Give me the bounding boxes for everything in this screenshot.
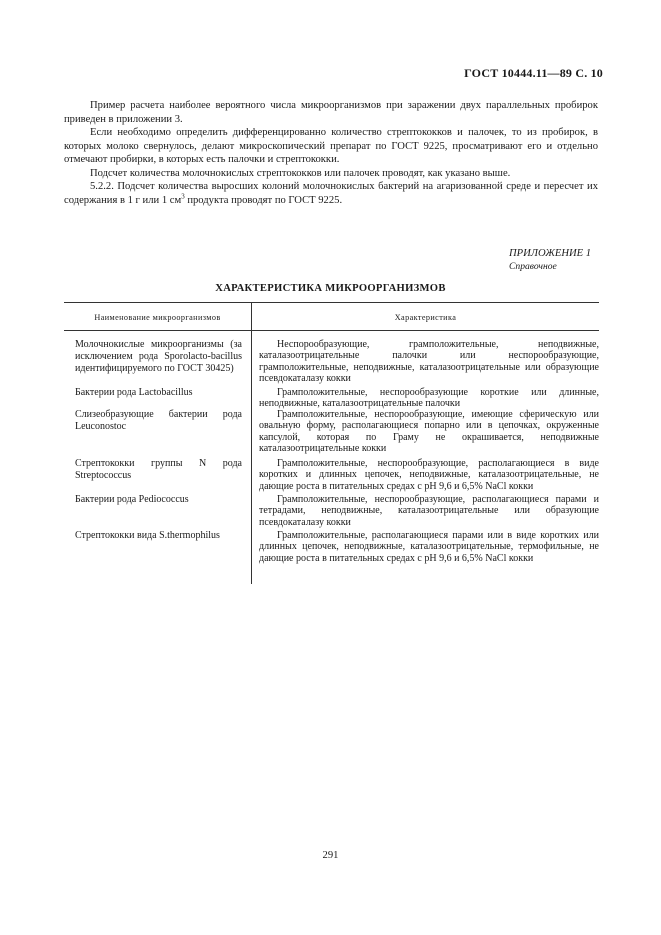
table-row-name: Стрептококки вида S.thermophilus	[75, 530, 220, 541]
paragraph-5-2-2-text: 5.2.2. Подсчет количества выросших колоний молочнокислых бактерий на агаризованной среде и пересчет их содержания в 1 г или 1 см	[64, 181, 598, 206]
table-row-description: Грамположительные, неспорообразующие, имеющие сферическую или овальную форму, располагающиеся попарно или в цепочках, окруженные капсулой, которая по Граму не окрашивается, неподвижные каталазоотрицательные кокки	[259, 409, 599, 454]
table-column-divider	[251, 302, 252, 584]
table-row-name: Слизеобразующие бактерии рода Leuconostoc	[75, 409, 242, 433]
table-row-name: Бактерии рода Pediococcus	[75, 494, 189, 505]
paragraph-5-2-2	[64, 180, 598, 207]
table-row-description: Неспорообразующие, грамположительные, неподвижные, каталазоотрицательные палочки или неспорообразующие, грамположительные, неподвижные, каталазоотрицательные или образующие псевдокаталазу кокки	[259, 339, 599, 384]
table-row-description: Грамположительные, неспорообразующие, располагающиеся парами и тетрадами, неподвижные, каталазоотрицательные или образующие псевдокаталазу кокки	[259, 494, 599, 528]
appendix-label-block	[509, 247, 591, 273]
paragraph-example-reference: Пример расчета наиболее вероятного числа микроорганизмов при заражении двух параллельных пробирок приведен в приложении 3.	[64, 100, 598, 125]
table-row-name: Молочнокислые микроорганизмы (за исключением рода Sporolacto-bacillus идентифицируемого по ГОСТ 30425)	[75, 339, 242, 375]
table-row-name: Стрептококки группы N рода Streptococcus	[75, 458, 242, 482]
section-title: ХАРАКТЕРИСТИКА МИКРООРГАНИЗМОВ	[215, 283, 446, 294]
table-row-description: Грамположительные, располагающиеся парами или в виде коротких или длинных цепочек, неподвижные, каталазоотрицательные, термофильные, не дающие роста в питательных средах с pH 9,6 и 6,5% NaCl кокки	[259, 530, 599, 564]
appendix-label: ПРИЛОЖЕНИЕ 1	[509, 248, 592, 259]
page-header: ГОСТ 10444.11—89 С. 10	[464, 66, 603, 80]
body-text	[64, 99, 598, 207]
paragraph-5-2-2-end: продукта проводят по ГОСТ 9225.	[184, 194, 343, 206]
table-top-rule	[64, 302, 599, 303]
paragraph-differentiation: Если необходимо определить дифференцированно количество стрептококков и палочек, то из пробирок, в которых молоко свернулось, делают микроскопический препарат по ГОСТ 9225, просматривают его и отдельно отмечают пробирки, в которых есть палочки и стрептококки.	[64, 127, 598, 165]
table-row-description: Грамположительные, неспорообразующие, располагающиеся в виде коротких и длинных цепочек, неподвижные, каталазоотрицательные, не дающие роста в питательных средах с pH 9,6 и 6,5% NaCl кокки	[259, 458, 599, 492]
table-header-name: Наименование микроорганизмов	[94, 313, 221, 322]
table-row-description: Грамположительные, неспорообразующие короткие или длинные, неподвижные, каталазоотрицательные палочки	[259, 387, 599, 410]
superscript-cube: 3	[181, 191, 185, 200]
table-row-name: Бактерии рода Lactobacillus	[75, 387, 193, 398]
page-number: 291	[322, 850, 339, 861]
table-header-characteristic: Характеристика	[394, 313, 457, 322]
appendix-type: Справочное	[509, 261, 557, 272]
paragraph-count-method: Подсчет количества молочнокислых стрептококков или палочек проводят, как указано выше.	[90, 167, 511, 179]
table-header-rule	[64, 330, 599, 331]
